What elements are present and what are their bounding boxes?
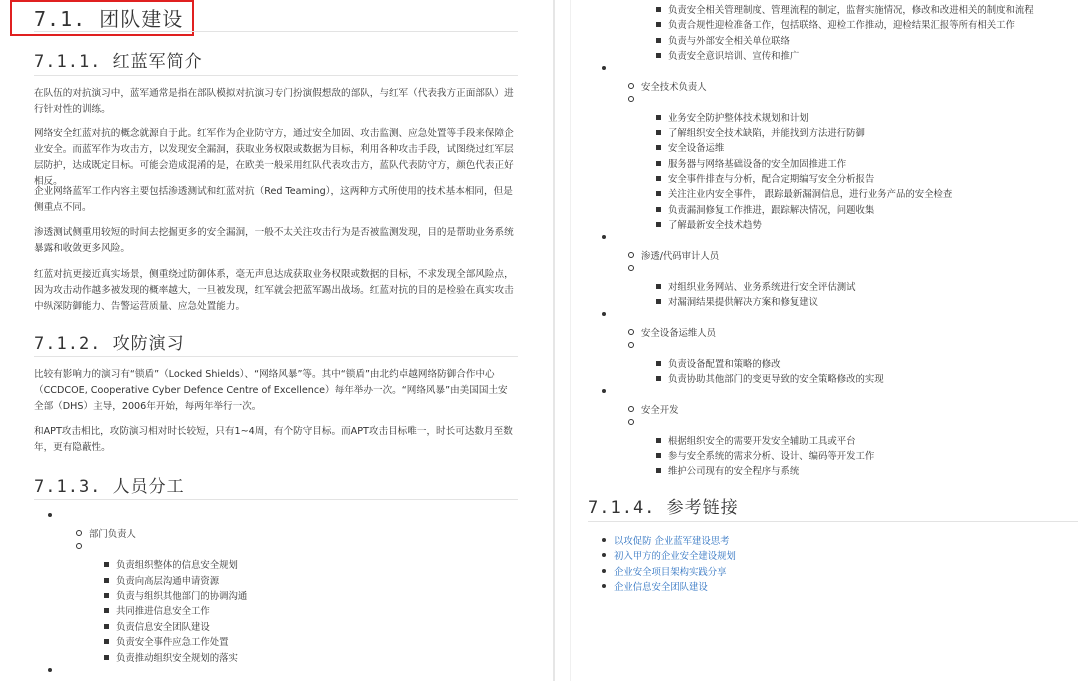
paragraph: 在队伍的对抗演习中，蓝军通常是指在部队模拟对抗演习专门扮演假想敌的部队，与红军（代表我方正面部队）进行针对性的训练。 xyxy=(34,88,514,115)
duty-item: 服务器与网络基础设备的安全加固推进工作 xyxy=(656,156,846,170)
heading-rule xyxy=(588,521,1078,522)
list-sub-bullet xyxy=(628,264,641,275)
role-label: 安全开发 xyxy=(641,405,679,416)
section-heading-7-1: 7.1. 团队建设 xyxy=(34,7,184,31)
paragraph: 红蓝对抗更接近真实场景，侧重绕过防御体系，毫无声息达成获取业务权限或数据的目标，不求发现全部风险点，因为攻击动作越多被发现的概率越大，一旦被发现，红军就会把蓝军踢出战场。红蓝对抗的目的是检验在真实攻击中纵深防御能力、告警运营质量、应急处置能力。 xyxy=(34,269,514,312)
list-sub-bullet xyxy=(628,95,641,106)
role-item xyxy=(76,526,136,540)
reference-link[interactable]: 以攻促防 企业蓝军建设思考 xyxy=(602,533,729,547)
list-bullet xyxy=(48,511,60,522)
heading-rule xyxy=(34,356,518,357)
column-divider xyxy=(553,0,555,681)
paragraph: 企业网络蓝军工作内容主要包括渗透测试和红蓝对抗（Red Teaming），这两种方式所使用的技术基本相同，但是侧重点不同。 xyxy=(34,186,513,213)
duty-item: 安全设备运维 xyxy=(656,140,724,154)
duty-item: 负责设备配置和策略的修改 xyxy=(656,356,781,370)
list-bullet xyxy=(602,387,614,398)
heading-rule xyxy=(34,31,518,32)
list-bullet xyxy=(48,666,60,677)
role-label: 渗透/代码审计人员 xyxy=(641,251,720,262)
role-item xyxy=(628,325,716,339)
list-bullet xyxy=(602,64,614,75)
list-bullet xyxy=(602,310,614,321)
role-label: 安全技术负责人 xyxy=(641,82,707,93)
section-heading-7-1-2: 7.1.2. 攻防演习 xyxy=(34,334,185,354)
duty-item: 对漏洞结果提供解决方案和修复建议 xyxy=(656,294,818,308)
duty-item: 负责安全意识培训、宣传和推广 xyxy=(656,48,799,62)
duty-item: 负责合规性迎检准备工作，包括联络、迎检工作推动，迎检结果汇报等所有相关工作 xyxy=(656,17,1015,31)
heading-rule xyxy=(34,75,518,76)
duty-item: 安全事件排查与分析，配合定期编写安全分析报告 xyxy=(656,171,874,185)
role-item xyxy=(628,79,707,93)
duty-item: 负责推动组织安全规划的落实 xyxy=(104,650,238,664)
section-heading-7-1-4: 7.1.4. 参考链接 xyxy=(588,498,739,518)
duty-item: 对组织业务网站、业务系统进行安全评估测试 xyxy=(656,279,856,293)
role-item xyxy=(628,248,719,262)
list-bullet xyxy=(602,233,614,244)
duty-item: 负责组织整体的信息安全规划 xyxy=(104,557,238,571)
role-label: 部门负责人 xyxy=(89,529,136,540)
paragraph: 比较有影响力的演习有“锁盾”（Locked Shields）、“网络风暴”等。其中“锁盾”由北约卓越网络防御合作中心（CCDCOE, Cooperative Cyber Defence Centre of Excellence）每年举办一次。“网络风暴”由美国国土安全部（DHS）主导，2006年开始，每两年举行一次。 xyxy=(34,369,508,412)
heading-rule xyxy=(34,499,518,500)
duty-item: 负责安全相关管理制度、管理流程的制定，监督实施情况，修改和改进相关的制度和流程 xyxy=(656,2,1034,16)
duty-item: 维护公司现有的安全程序与系统 xyxy=(656,463,799,477)
section-heading-7-1-1: 7.1.1. 红蓝军简介 xyxy=(34,52,203,72)
paragraph: 网络安全红蓝对抗的概念就源自于此。红军作为企业防守方，通过安全加固、攻击监测、应急处置等手段来保障企业安全。而蓝军作为攻击方，以发现安全漏洞，获取业务权限或数据为目标，利用各种攻击手段，试图绕过红军层层防护，达成既定目标。可能会造成混淆的是，在欧美一般采用红队代表攻击方，蓝队代表防守方，颜色代表正好相反。 xyxy=(34,128,514,187)
paragraph: 和APT攻击相比，攻防演习相对时长较短，只有1~4周，有个防守目标。而APT攻击目标唯一，时长可达数月至数年，更有隐蔽性。 xyxy=(34,426,513,453)
duty-item: 负责协助其他部门的变更导致的安全策略修改的实现 xyxy=(656,371,884,385)
duty-item: 业务安全防护整体技术规划和计划 xyxy=(656,110,809,124)
right-column xyxy=(556,0,1080,681)
duty-item: 了解最新安全技术趋势 xyxy=(656,217,762,231)
reference-link[interactable]: 企业信息安全团队建设 xyxy=(602,579,708,593)
list-sub-bullet xyxy=(628,341,641,352)
paragraph: 渗透测试侧重用较短的时间去挖掘更多的安全漏洞，一般不太关注攻击行为是否被监测发现，目的是帮助业务系统暴露和收敛更多风险。 xyxy=(34,227,514,254)
duty-item: 负责信息安全团队建设 xyxy=(104,619,210,633)
reference-link[interactable]: 初入甲方的企业安全建设规划 xyxy=(602,548,736,562)
duty-item: 负责向高层沟通申请资源 xyxy=(104,573,219,587)
duty-item: 负责与外部安全相关单位联络 xyxy=(656,33,790,47)
list-sub-bullet xyxy=(76,542,89,553)
duty-item: 关注注业内安全事件， 跟踪最新漏洞信息，进行业务产品的安全检查 xyxy=(656,186,952,200)
section-heading-7-1-3: 7.1.3. 人员分工 xyxy=(34,477,185,497)
list-sub-bullet xyxy=(628,418,641,429)
role-item xyxy=(628,402,679,416)
duty-item: 根据组织安全的需要开发安全辅助工具或平台 xyxy=(656,433,856,447)
duty-item: 负责与组织其他部门的协调沟通 xyxy=(104,588,247,602)
role-label: 安全设备运维人员 xyxy=(641,328,717,339)
duty-item: 共同推进信息安全工作 xyxy=(104,603,210,617)
duty-item: 负责安全事件应急工作处置 xyxy=(104,634,229,648)
duty-item: 负责漏洞修复工作推进，跟踪解决情况，问题收集 xyxy=(656,202,874,216)
duty-item: 参与安全系统的需求分析、设计、编码等开发工作 xyxy=(656,448,874,462)
duty-item: 了解组织安全技术缺陷，并能找到方法进行防御 xyxy=(656,125,865,139)
reference-link[interactable]: 企业安全项目架构实践分享 xyxy=(602,564,727,578)
